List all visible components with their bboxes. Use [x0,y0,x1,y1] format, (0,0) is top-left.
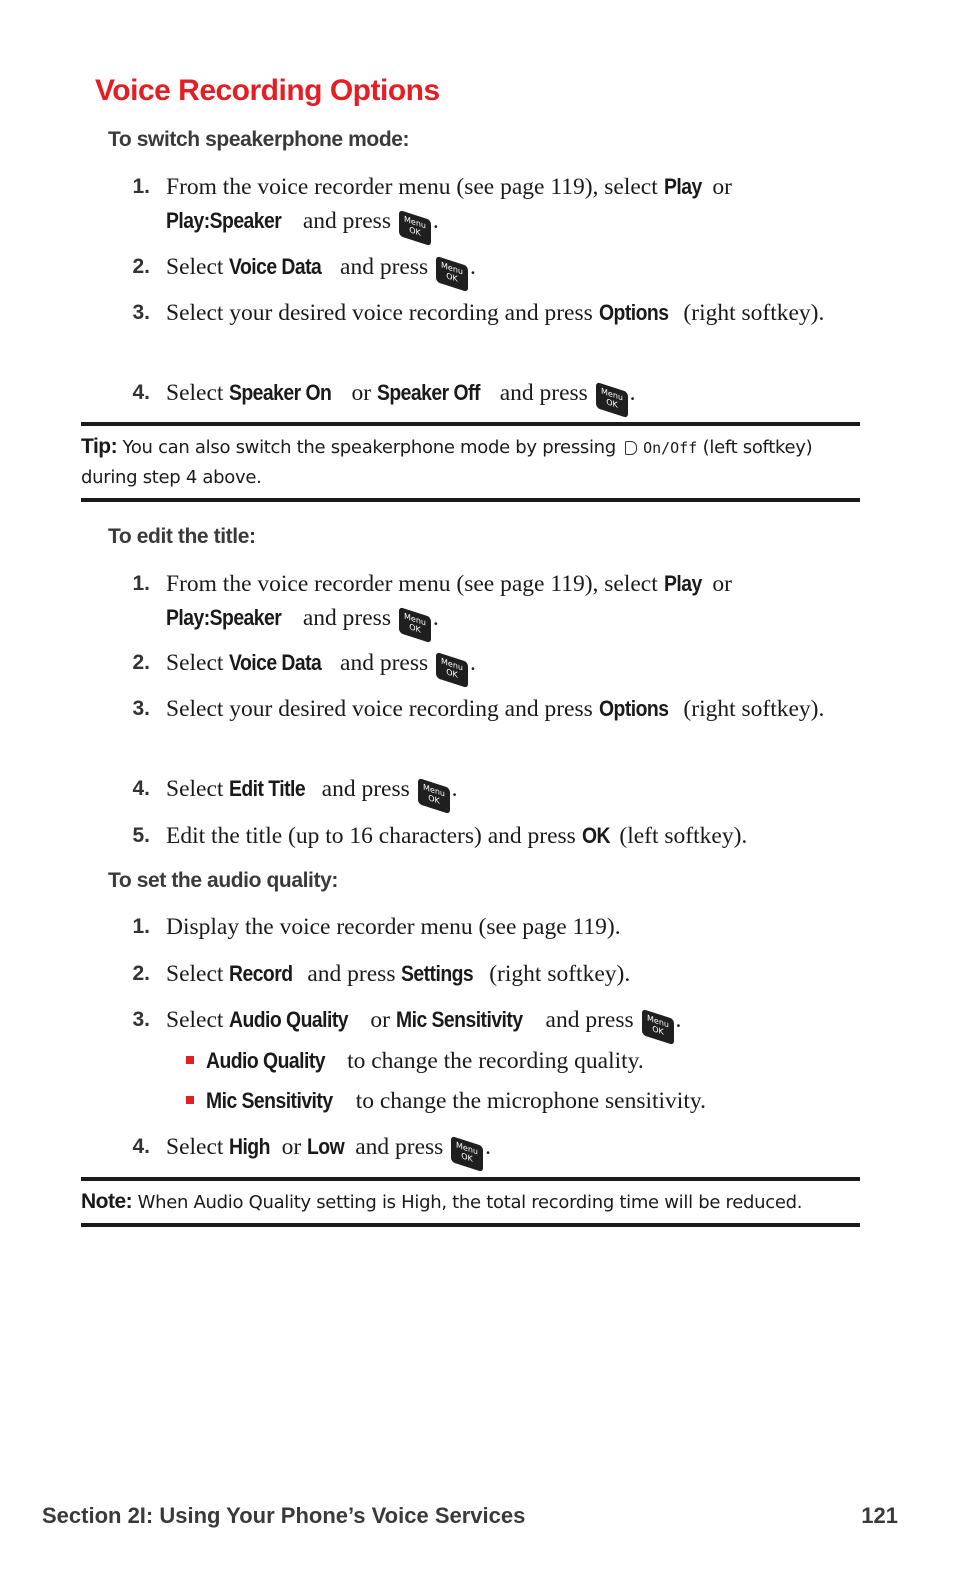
subheading-speakerphone: To switch speakerphone mode: [108,128,410,151]
note-box: Note: When Audio Quality setting is High, the total recording time will be reduced. [81,1177,860,1227]
menu-ok-key-icon: Menu OK [596,382,628,418]
keyword-audio-quality: Audio Quality [229,1007,349,1032]
step-4: 4. Select Speaker On or Speaker Off and press Menu OK . [120,376,840,413]
step-2: 2. Select Record and press Settings (right softkey). [120,957,840,991]
menu-ok-key-icon: Menu OK [451,1136,483,1172]
keyword-play-speaker: Play:Speaker [166,208,282,233]
step-4: 4. Select Edit Title and press Menu OK . [120,772,840,809]
step-number: 1. [132,915,150,938]
step-1: 1. Display the voice recorder menu (see page 119). [120,910,840,944]
step-number: 2. [132,651,150,674]
keyword-edit-title: Edit Title [229,776,306,801]
speaker-icon [625,441,637,455]
on-off-key: On/Off [643,439,698,457]
bullet-audio-quality: Audio Quality to change the recording quality. [186,1044,836,1078]
keyword-play: Play [663,174,702,199]
step-number: 1. [132,572,150,595]
menu-ok-key-icon: Menu OK [436,256,468,292]
tip-label: Tip: [81,435,118,458]
bullet-square-icon [186,1096,194,1104]
step-2: 2. Select Voice Data and press Menu OK . [120,646,840,683]
keyword-voice-data: Voice Data [229,650,322,675]
menu-ok-key-icon: Menu OK [642,1009,674,1045]
bullet-mic-sensitivity: Mic Sensitivity to change the microphone sensitivity. [186,1084,836,1118]
page-title: Voice Recording Options [95,74,440,107]
footer-section-title: Section 2I: Using Your Phone’s Voice Services [42,1503,526,1528]
step-4: 4. Select High or Low and press Menu OK . [120,1130,840,1167]
menu-ok-key-icon: Menu OK [399,607,431,643]
keyword-record: Record [229,961,293,986]
step-number: 1. [132,175,150,198]
keyword-settings: Settings [401,961,474,986]
bullet-square-icon [186,1056,194,1064]
step-3: 3. Select Audio Quality or Mic Sensitivity and press Menu OK . [120,1003,840,1040]
step-3: 3. Select your desired voice recording and press Options (right softkey). [120,692,840,726]
keyword-audio-quality: Audio Quality [206,1048,325,1073]
step-number: 4. [132,777,150,800]
menu-ok-key-icon: Menu OK [418,778,450,814]
keyword-high: High [229,1134,271,1159]
keyword-play: Play [663,571,702,596]
step-number: 2. [132,255,150,278]
keyword-options: Options [598,696,669,721]
step-number: 3. [132,697,150,720]
step-5: 5. Edit the title (up to 16 characters) and press OK (left softkey). [120,819,840,853]
note-label: Note: [81,1190,133,1213]
step-number: 5. [132,824,150,847]
keyword-speaker-on: Speaker On [229,380,332,405]
step-number: 3. [132,1008,150,1031]
keyword-options: Options [598,300,669,325]
step-1: 1. From the voice recorder menu (see page 119), select Play or Play:Speaker and press Menu OK . [120,170,840,241]
step-number: 3. [132,301,150,324]
step-2: 2. Select Voice Data and press Menu OK . [120,250,840,287]
keyword-mic-sensitivity: Mic Sensitivity [206,1088,333,1113]
keyword-speaker-off: Speaker Off [376,380,480,405]
keyword-low: Low [307,1134,345,1159]
tip-box: Tip: You can also switch the speakerphone mode by pressing On/Off (left softkey) during step 4 above. [81,422,860,502]
step-number: 4. [132,381,150,404]
subheading-audio-quality: To set the audio quality: [108,869,338,892]
menu-ok-key-icon: Menu OK [399,210,431,246]
subheading-edit-title: To edit the title: [108,525,256,548]
step-number: 4. [132,1135,150,1158]
page-number: 121 [861,1503,898,1528]
menu-ok-key-icon: Menu OK [436,652,468,688]
keyword-ok: OK [581,823,610,848]
step-1: 1. From the voice recorder menu (see page 119), select Play or Play:Speaker and press Menu OK . [120,567,840,638]
keyword-mic-sensitivity: Mic Sensitivity [395,1007,523,1032]
keyword-play-speaker: Play:Speaker [166,605,282,630]
step-number: 2. [132,962,150,985]
keyword-voice-data: Voice Data [229,254,322,279]
step-3: 3. Select your desired voice recording and press Options (right softkey). [120,296,840,330]
